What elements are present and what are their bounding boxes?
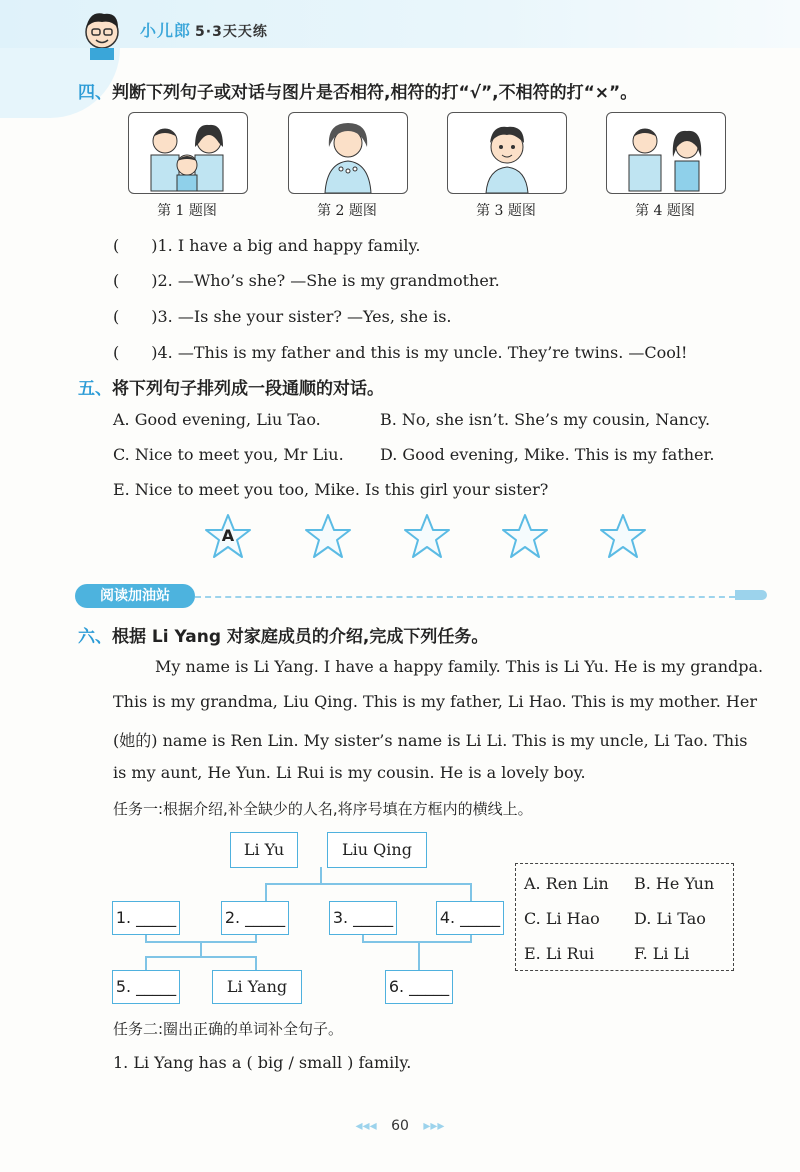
answer-blank[interactable]: ( ) <box>113 271 158 290</box>
brand-title <box>140 18 268 41</box>
tree-box-4[interactable]: 4. _____ <box>436 901 504 935</box>
option-e: E. Nice to meet you too, Mike. Is this girl your sister? <box>113 480 549 499</box>
tree-box-grandma: Liu Qing <box>327 832 427 868</box>
star-icon <box>597 512 649 560</box>
section6-heading <box>78 622 488 647</box>
tree-box-grandpa: Li Yu <box>230 832 298 868</box>
boy-mascot-icon <box>78 8 126 60</box>
name-options-box <box>515 863 734 971</box>
page-number: 60 <box>391 1118 409 1134</box>
task2-instruction: 任务二:圈出正确的单词补全句子。 <box>113 1020 344 1038</box>
item-text: 4. —This is my father and this is my uncle. They’re twins. —Cool! <box>157 343 688 362</box>
picture-1-family <box>128 112 248 194</box>
star-label: A <box>221 526 235 545</box>
tree-line <box>320 867 322 883</box>
pencil-icon <box>735 590 767 600</box>
s4-item-3 <box>113 304 452 327</box>
section4-heading <box>78 78 637 103</box>
section6-title: 根据 Li Yang 对家庭成员的介绍,完成下列任务。 <box>112 627 489 647</box>
option-d: D. Good evening, Mike. This is my father. <box>380 445 715 464</box>
star-slot-5[interactable] <box>597 512 649 564</box>
passage-line-3: (她的) name is Ren Lin. My sister’s name is Li Li. This is my uncle, Li Tao. This <box>113 731 748 750</box>
passage-line-4: is my aunt, He Yun. Li Rui is my cousin. He is a lovely boy. <box>113 763 586 782</box>
passage-line-2: This is my grandma, Liu Qing. This is my father, Li Hao. This is my mother. Her <box>113 692 757 711</box>
section5-title: 将下列句子排列成一段通顺的对话。 <box>112 379 384 399</box>
answer-blank[interactable]: ( ) <box>113 236 158 255</box>
task2-question-1: 1. Li Yang has a ( big / small ) family. <box>113 1053 412 1072</box>
option-name-a: A. Ren Lin <box>524 874 609 893</box>
task1-instruction: 任务一:根据介绍,补全缺少的人名,将序号填在方框内的横线上。 <box>113 800 533 818</box>
picture-3-boy <box>447 112 567 194</box>
picture-4-man-girl <box>606 112 726 194</box>
tree-line <box>470 883 472 901</box>
tree-line <box>362 941 472 943</box>
tree-line <box>265 883 470 885</box>
item-text: 1. I have a big and happy family. <box>157 236 421 255</box>
tree-box-1[interactable]: 1. _____ <box>112 901 180 935</box>
star-slot-4[interactable] <box>499 512 551 564</box>
tree-box-5[interactable]: 5. _____ <box>112 970 180 1004</box>
section5-heading <box>78 374 384 399</box>
option-name-f: F. Li Li <box>634 944 690 963</box>
brand-name: 小儿郎 <box>140 21 192 40</box>
tree-line <box>200 941 202 957</box>
option-b: B. No, she isn’t. She’s my cousin, Nancy. <box>380 410 711 429</box>
right-arrows-icon: ▸▸▸ <box>423 1118 445 1134</box>
star-icon <box>302 512 354 560</box>
section5-number: 五、 <box>78 379 112 399</box>
caption-1: 第 1 题图 <box>157 203 217 219</box>
option-a: A. Good evening, Liu Tao. <box>113 410 321 429</box>
left-arrows-icon: ◂◂◂ <box>355 1118 377 1134</box>
star-icon <box>499 512 551 560</box>
option-name-b: B. He Yun <box>634 874 715 893</box>
page-footer <box>0 1118 800 1134</box>
section4-title: 判断下列句子或对话与图片是否相符,相符的打“√”,不相符的打“×”。 <box>112 83 638 103</box>
answer-blank[interactable]: ( ) <box>113 343 158 362</box>
answer-blank[interactable]: ( ) <box>113 307 158 326</box>
s4-item-2 <box>113 268 500 291</box>
option-name-e: E. Li Rui <box>524 944 595 963</box>
brand-series: 5·3天天练 <box>195 24 268 40</box>
caption-3: 第 3 题图 <box>476 203 536 219</box>
tree-line <box>255 956 257 970</box>
item-text: 3. —Is she your sister? —Yes, she is. <box>157 307 452 326</box>
item-text: 2. —Who’s she? —She is my grandmother. <box>157 271 500 290</box>
tree-box-me: Li Yang <box>212 970 302 1004</box>
passage-line-1: My name is Li Yang. I have a happy family. This is Li Yu. He is my grandpa. <box>155 657 764 676</box>
divider <box>195 596 735 598</box>
star-slot-1[interactable] <box>202 512 254 564</box>
tree-line <box>265 883 267 901</box>
tree-line <box>418 941 420 971</box>
caption-2: 第 2 题图 <box>317 203 377 219</box>
picture-2-grandmother <box>288 112 408 194</box>
section4-number: 四、 <box>78 83 112 103</box>
tree-line <box>145 956 147 970</box>
section6-number: 六、 <box>78 627 112 647</box>
reading-section-badge: 阅读加油站 <box>75 584 195 608</box>
tree-box-3[interactable]: 3. _____ <box>329 901 397 935</box>
star-slot-3[interactable] <box>401 512 453 564</box>
s4-item-1 <box>113 233 421 256</box>
option-name-c: C. Li Hao <box>524 909 600 928</box>
tree-box-2[interactable]: 2. _____ <box>221 901 289 935</box>
s4-item-4 <box>113 340 687 363</box>
star-icon <box>401 512 453 560</box>
option-name-d: D. Li Tao <box>634 909 706 928</box>
option-c: C. Nice to meet you, Mr Liu. <box>113 445 344 464</box>
tree-line <box>145 956 257 958</box>
star-slot-2[interactable] <box>302 512 354 564</box>
tree-box-6[interactable]: 6. _____ <box>385 970 453 1004</box>
caption-4: 第 4 题图 <box>635 203 695 219</box>
